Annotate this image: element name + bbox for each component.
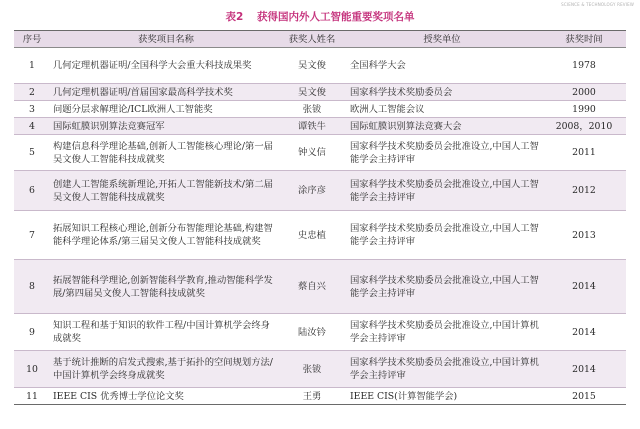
cell-unit: 国家科学技术奖励委员会批准设立,中国人工智能学会主持评审 [342,211,542,260]
cell-number: 3 [14,101,50,118]
cell-unit: IEEE CIS(计算智能学会) [342,388,542,405]
cell-year: 2012 [542,171,626,211]
cell-person: 吴文俊 [282,84,342,101]
cell-unit: 国家科学技术奖励委员会批准设立,中国人工智能学会主持评审 [342,260,542,314]
col-header-project: 获奖项目名称 [50,31,282,48]
cell-project: 构建信息科学理论基础,创新人工智能核心理论/第一届吴文俊人工智能科技成就奖 [50,135,282,171]
cell-person: 谭铁牛 [282,118,342,135]
cell-unit: 全国科学大会 [342,48,542,84]
cell-year: 2015 [542,388,626,405]
cell-person: 王勇 [282,388,342,405]
table-row [14,211,626,260]
cell-project: 创建人工智能系统新理论,开拓人工智能新技术/第二届吴文俊人工智能科技成就奖 [50,171,282,211]
cell-number: 1 [14,48,50,84]
cell-number: 9 [14,314,50,351]
cell-year: 2013 [542,211,626,260]
cell-project: 拓展知识工程核心理论,创新分布智能理论基础,构建智能科学理论体系/第三届吴文俊人工智能科技成就奖 [50,211,282,260]
awards-table [14,30,626,405]
table-caption [0,9,640,24]
table-row [14,260,626,314]
cell-unit: 国家科学技术奖励委员会批准设立,中国人工智能学会主持评审 [342,135,542,171]
journal-watermark: SCIENCE & TECHNOLOGY REVIEW [561,2,634,7]
table-title: 获得国内外人工智能重要奖项名单 [256,11,415,23]
cell-person: 涂序彦 [282,171,342,211]
cell-unit: 国际虹膜识别算法竞赛大会 [342,118,542,135]
cell-project: IEEE CIS 优秀博士学位论文奖 [50,388,282,405]
cell-person: 史忠植 [282,211,342,260]
cell-person: 蔡自兴 [282,260,342,314]
cell-year: 2014 [542,314,626,351]
cell-number: 11 [14,388,50,405]
cell-unit: 欧洲人工智能会议 [342,101,542,118]
cell-person: 张钹 [282,101,342,118]
cell-year: 2014 [542,260,626,314]
cell-number: 8 [14,260,50,314]
table-row [14,48,626,84]
col-header-year: 获奖时间 [542,31,626,48]
cell-unit: 国家科学技术奖励委员会批准设立,中国计算机学会主持评审 [342,351,542,388]
cell-project: 问题分层求解理论/ICL欧洲人工智能奖 [50,101,282,118]
table-row [14,351,626,388]
table-row [14,171,626,211]
cell-year: 1990 [542,101,626,118]
cell-number: 10 [14,351,50,388]
table-row [14,314,626,351]
cell-number: 6 [14,171,50,211]
table-row [14,135,626,171]
cell-unit: 国家科学技术奖励委员会批准设立,中国计算机学会主持评审 [342,314,542,351]
cell-person: 吴文俊 [282,48,342,84]
table-row [14,118,626,135]
cell-year: 2000 [542,84,626,101]
cell-project: 基于统计推断的启发式搜索,基于拓扑的空间规划方法/中国计算机学会终身成就奖 [50,351,282,388]
col-header-person: 获奖人姓名 [282,31,342,48]
cell-year: 2008，2010 [542,118,626,135]
table-row [14,101,626,118]
cell-number: 5 [14,135,50,171]
cell-number: 7 [14,211,50,260]
cell-project: 国际虹膜识别算法竞赛冠军 [50,118,282,135]
cell-year: 1978 [542,48,626,84]
cell-unit: 国家科学技术奖励委员会 [342,84,542,101]
col-header-unit: 授奖单位 [342,31,542,48]
cell-project: 几何定理机器证明/首届国家最高科学技术奖 [50,84,282,101]
header-row [14,31,626,48]
table-number: 表2 [225,11,244,23]
table-row [14,84,626,101]
cell-person: 钟义信 [282,135,342,171]
cell-person: 陆汝钤 [282,314,342,351]
cell-number: 2 [14,84,50,101]
table-row [14,388,626,405]
cell-year: 2014 [542,351,626,388]
cell-number: 4 [14,118,50,135]
cell-year: 2011 [542,135,626,171]
cell-project: 几何定理机器证明/全国科学大会重大科技成果奖 [50,48,282,84]
cell-project: 拓展智能科学理论,创新智能科学教育,推动智能科学发展/第四届吴文俊人工智能科技成就奖 [50,260,282,314]
cell-person: 张钹 [282,351,342,388]
cell-unit: 国家科学技术奖励委员会批准设立,中国人工智能学会主持评审 [342,171,542,211]
cell-project: 知识工程和基于知识的软件工程/中国计算机学会终身成就奖 [50,314,282,351]
col-header-number: 序号 [14,31,50,48]
